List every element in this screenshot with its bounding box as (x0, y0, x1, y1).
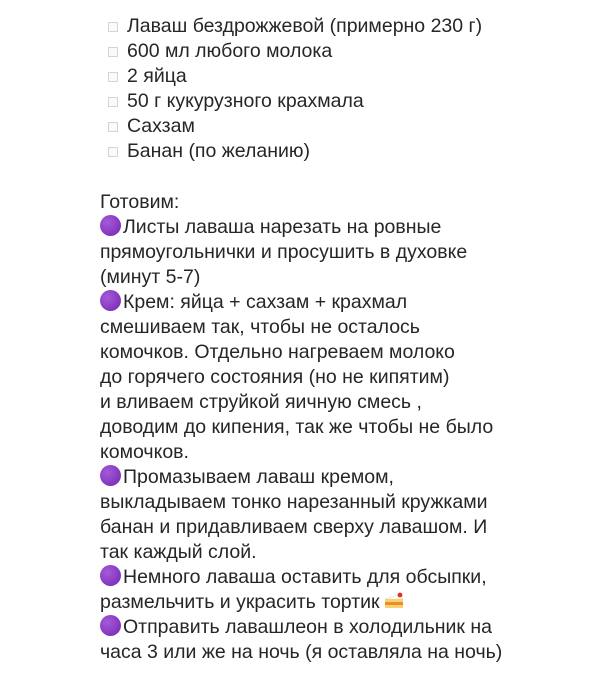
step-line: часа 3 или же на ночь (я оставляла на ночь) (100, 641, 503, 663)
ingredient-text: 2 яйца (127, 65, 187, 87)
step-line: прямоугольнички и просушить в духовке (100, 241, 468, 263)
method-step (100, 615, 590, 665)
method-step (100, 565, 590, 615)
step-line-text: Немного лаваша оставить для обсыпки, (123, 566, 487, 588)
method-heading: Готовим: (100, 191, 180, 213)
method-section (100, 190, 590, 665)
step-line: банан и придавливаем сверху лавашом. И (100, 516, 488, 538)
purple-circle-icon (100, 290, 121, 311)
ingredient-text: Банан (по желанию) (127, 140, 311, 162)
list-item (108, 14, 482, 39)
step-line (100, 590, 590, 615)
step-line (100, 565, 590, 590)
step-line: доводим до кипения, так же чтобы не было (100, 416, 494, 438)
square-bullet-icon (108, 22, 118, 32)
step-line (100, 465, 590, 490)
method-step (100, 465, 590, 565)
ingredient-text: Лаваш бездрожжевой (примерно 230 г) (127, 15, 483, 37)
step-line-text: размельчить и украсить тортик (100, 591, 380, 613)
step-line: (минут 5-7) (100, 266, 201, 288)
method-step (100, 215, 590, 290)
step-line: комочков. Отдельно нагреваем молоко (100, 341, 455, 363)
step-line-text: Крем: яйца + сахзам + крахмал (123, 291, 408, 313)
method-step (100, 290, 590, 465)
list-item (108, 64, 482, 89)
ingredient-text: Сахзам (127, 115, 195, 137)
purple-circle-icon (100, 465, 121, 486)
step-line (100, 215, 590, 240)
step-line-text: Промазываем лаваш кремом, (123, 466, 394, 488)
purple-circle-icon (100, 615, 121, 636)
list-item (108, 89, 482, 114)
list-item (108, 139, 482, 164)
step-line: и вливаем струйкой яичную смесь , (100, 391, 422, 413)
ingredient-text: 600 мл любого молока (127, 40, 333, 62)
list-item (108, 114, 482, 139)
square-bullet-icon (108, 47, 118, 57)
step-line: комочков. (100, 441, 189, 463)
square-bullet-icon (108, 97, 118, 107)
step-line-text: Отправить лавашлеон в холодильник на (123, 616, 492, 638)
step-line: смешиваем так, чтобы не осталось (100, 316, 420, 338)
purple-circle-icon (100, 215, 121, 236)
square-bullet-icon (108, 122, 118, 132)
cake-icon (383, 591, 405, 618)
step-line: до горячего состояния (но не кипятим) (100, 366, 450, 388)
ingredient-text: 50 г кукурузного крахмала (127, 90, 364, 112)
ingredient-list (108, 14, 482, 164)
step-line (100, 615, 590, 640)
square-bullet-icon (108, 147, 118, 157)
purple-circle-icon (100, 565, 121, 586)
step-line: так каждый слой. (100, 541, 257, 563)
list-item (108, 39, 482, 64)
step-line (100, 290, 590, 315)
step-line: выкладываем тонко нарезанный кружками (100, 491, 488, 513)
square-bullet-icon (108, 72, 118, 82)
step-line-text: Листы лаваша нарезать на ровные (123, 216, 442, 238)
